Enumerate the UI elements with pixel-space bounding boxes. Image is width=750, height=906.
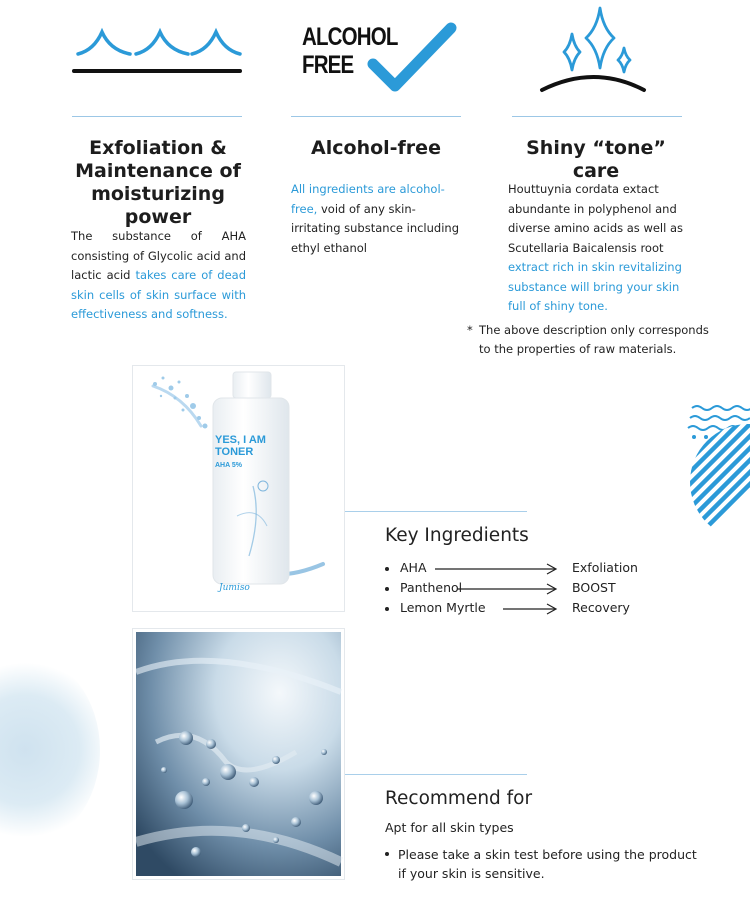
ingredient-name: AHA: [400, 560, 427, 575]
bullet: [385, 852, 389, 856]
alcohol-free-line1: ALCOHOL: [302, 23, 398, 51]
column-title-shiny-tone: Shiny “tone” care: [526, 137, 666, 182]
column-title-alcohol-free: Alcohol-free: [311, 137, 441, 159]
blue-blur-decoration: [0, 655, 100, 845]
column-divider-3: [512, 116, 682, 117]
checkmark-icon: [365, 20, 457, 92]
ingredient-row-aha: [385, 560, 665, 580]
column-divider-1: [72, 116, 242, 117]
recommend-bullet: Please take a skin test before using the product if your skin is sensitive.: [385, 845, 697, 883]
brand-logo: Jumiso: [219, 583, 250, 593]
ingredient-effect: BOOST: [572, 580, 616, 595]
bullet: [385, 567, 389, 571]
ingredient-name: Panthenol: [400, 580, 463, 595]
ingredient-name: Lemon Myrtle: [400, 600, 486, 615]
column-title-exfoliation: Exfoliation & Maintenance of moisturizing power: [75, 137, 241, 228]
arrow-right-icon: [503, 603, 559, 615]
water-image-card: [132, 628, 345, 880]
recommend-divider: [345, 774, 527, 775]
ingredient-effect: Recovery: [572, 600, 630, 615]
wave-pattern-decoration-icon: [686, 392, 750, 540]
ingredient-row-lemon-myrtle: [385, 600, 665, 620]
key-ingredients-divider: [345, 511, 527, 512]
sparkle-icon: [536, 6, 652, 98]
alcohol-free-line2: FREE: [302, 51, 354, 79]
key-ingredients-title: Key Ingredients: [385, 525, 529, 546]
arrow-right-icon: [457, 583, 559, 595]
recommend-title: Recommend for: [385, 788, 533, 809]
water-splash-image: [136, 632, 345, 880]
bullet: [385, 587, 389, 591]
arrow-right-icon: [435, 563, 559, 575]
column-body-shiny-tone: Houttuynia cordata extact abundante in polyphenol and diverse amino acids as well as Scutellaria Baicalensis root extract rich in skin revitalizing substance will bring your skin full of shiny tone.: [508, 182, 684, 313]
column-body-exfoliation: The substance of AHA consisting of Glycolic acid and lactic acid takes care of dead skin cells of skin surface with effectiveness and softness.: [71, 229, 246, 321]
raw-materials-note: * The above description only corresponds to the properties of raw materials.: [467, 323, 709, 356]
ingredient-effect: Exfoliation: [572, 560, 638, 575]
waves-icon: [72, 26, 244, 76]
bullet: [385, 607, 389, 611]
ingredient-row-panthenol: [385, 580, 665, 600]
product-bottle-image: [133, 366, 344, 611]
recommend-subtitle: Apt for all skin types: [385, 820, 514, 835]
column-divider-2: [291, 116, 461, 117]
column-body-alcohol-free: All ingredients are alcohol-free, void of any skin-irritating substance including ethyl ethanol: [291, 182, 459, 255]
product-image-card: [132, 365, 345, 612]
bottle-label: YES, I AM TONER AHA 5%: [215, 434, 266, 469]
